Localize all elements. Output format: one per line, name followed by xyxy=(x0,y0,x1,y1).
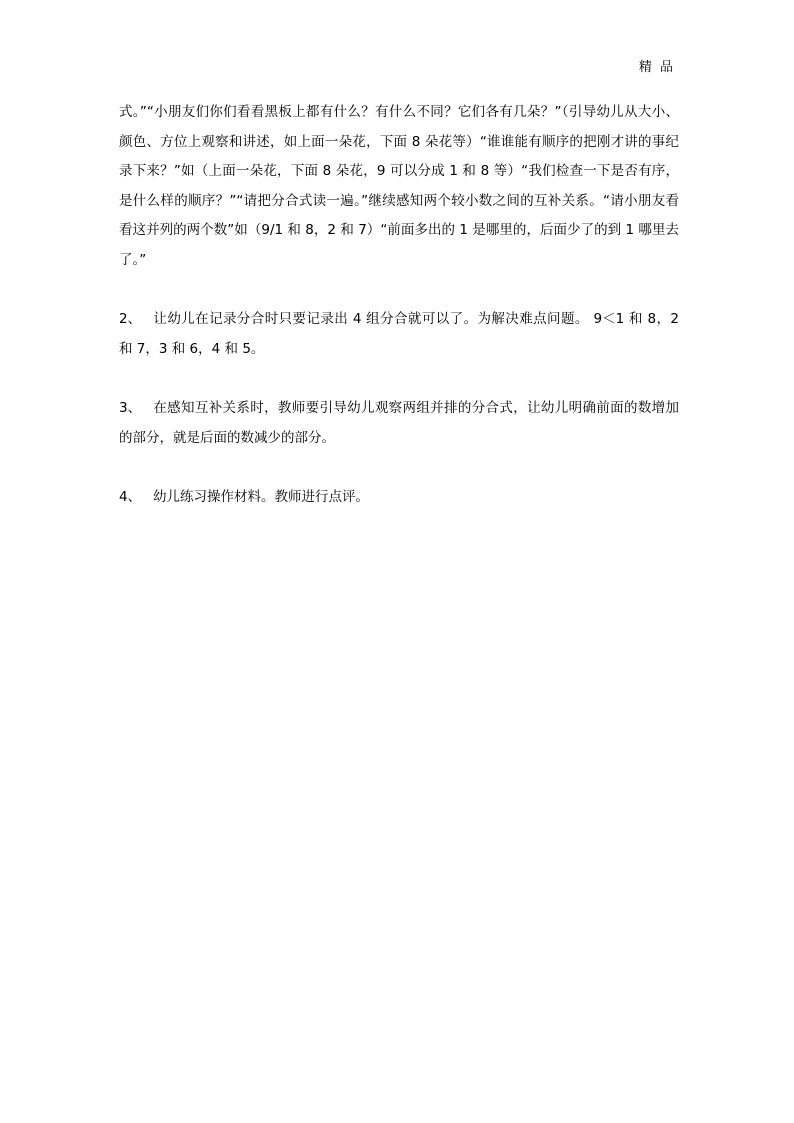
list-item-text: 在感知互补关系时，教师要引导幼儿观察两组并排的分合式，让幼儿明确前面的数增加的部分，就是后面的数减少的部分。 xyxy=(119,400,679,446)
list-item-number: 4、 xyxy=(119,489,142,505)
list-item-4 xyxy=(119,483,679,513)
page-header-label: 精 品 xyxy=(638,60,675,75)
document-body xyxy=(119,98,679,513)
list-item-text: 让幼儿在记录分合时只要记录出 4 组分合就可以了。为解决难点问题。 9＜1 和 8，2 和 7，3 和 6，4 和 5。 xyxy=(119,311,679,357)
list-item-number: 3、 xyxy=(119,400,142,416)
list-item-text: 幼儿练习操作材料。教师进行点评。 xyxy=(153,489,369,505)
list-item-3 xyxy=(119,394,679,453)
intro-paragraph: 式。”“小朋友们你们看看黑板上都有什么？有什么不同？它们各有几朵？”（引导幼儿从大小、颜色、方位上观察和讲述，如上面一朵花，下面 8 朵花等）“谁谁能有顺序的把刚才讲的事纪录下来？”如（上面一朵花，下面 8 朵花，9 可以分成 1 和 8 等）“我们检查一下是否有序，是什么样的顺序？”“请把分合式读一遍。”继续感知两个较小数之间的互补关系。“请小朋友看看这并列的两个数”如（9/1 和 8，2 和 7）“前面多出的 1 是哪里的，后面少了的到 1 哪里去了。” xyxy=(119,104,679,268)
list-item-2 xyxy=(119,305,679,364)
list-item-number: 2、 xyxy=(119,311,142,327)
